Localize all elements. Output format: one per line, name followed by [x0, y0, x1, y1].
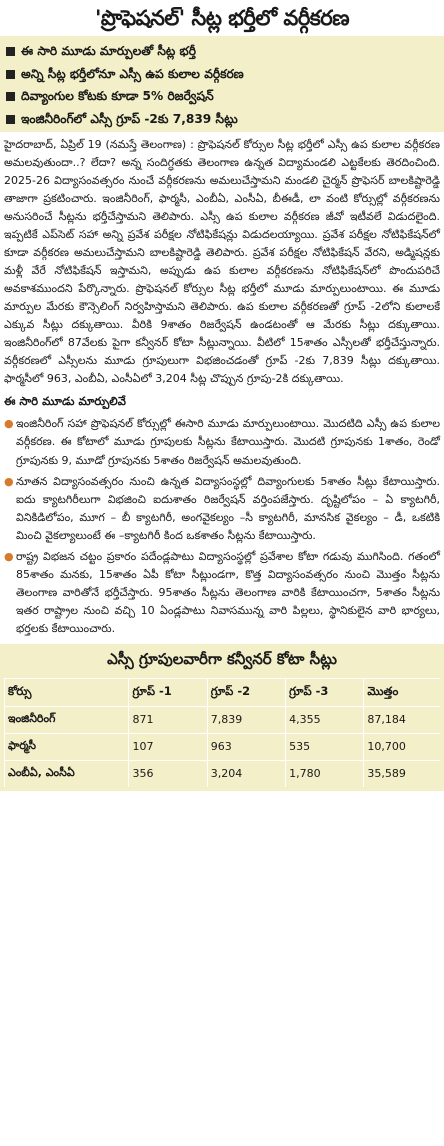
highlight-item: ఇంజినీరింగ్‌లో ఎస్సీ గ్రూప్ -2కు 7,839 సీట్లు — [4, 108, 440, 130]
table-row — [5, 706, 441, 733]
point-item: ● ఇంజినీరింగ్ సహా ప్రొఫెషనల్ కోర్సుల్లో ఈసారి మూడు మార్పులుంటాయి. మొదటిది ఎస్సీ ఉప కులాల వర్గీకరణ. ఈ కోటాలో మూడు గ్రూపులకు సీట్లను కేటాయిస్తారు. మొదటి గ్రూపునకు 1శాతం, రెండో గ్రూపునకు 9, మూడో గ్రూపునకు 5శాతం రిజర్వేషన్ అమలవుతుంది. — [0, 415, 444, 469]
seats-table — [4, 678, 440, 787]
col-header: గ్రూప్ -1 — [129, 678, 207, 706]
square-bullet-icon — [6, 47, 15, 56]
square-bullet-icon — [6, 92, 15, 101]
table-cell: 4,355 — [286, 706, 364, 733]
point-item: ● నూతన విద్యాసంవత్సరం నుంచి ఉన్నత విద్యాసంస్థల్లో దివ్యాంగులకు 5శాతం సీట్లు కేటాయిస్తారు. ఐదు క్యాటగిరీలుగా విభజించి ఐదుశాతం రిజర్వేషన్ వర్తింపజేస్తారు. దృష్టిలోపం – ఏ క్యాటగిరీ, వినికిడిలోపం, మూగ – బీ క్యాటగిరీ, అంగవైకల్యం –సీ క్యాటగిరీ, మానసిక వైకల్యం – డీ, ఒకటికి మించి వైకల్యాలుంటే ఈ –క్యాటగిరీ కింద ఒకశాతం సీట్లను కేటాయిస్తారు. — [0, 473, 444, 545]
table-row — [5, 760, 441, 787]
table-cell: ఇంజినీరింగ్ — [5, 706, 129, 733]
dot-bullet-icon: ● — [4, 417, 14, 431]
dot-bullet-icon: ● — [4, 549, 14, 563]
table-cell: 7,839 — [207, 706, 285, 733]
col-header: కోర్సు — [5, 678, 129, 706]
table-cell: 356 — [129, 760, 207, 787]
highlight-item: దివ్యాంగుల కోటకు కూడా 5% రిజర్వేషన్ — [4, 85, 440, 107]
table-cell: 3,204 — [207, 760, 285, 787]
table-cell: 963 — [207, 733, 285, 760]
table-cell: ఫార్మసీ — [5, 733, 129, 760]
seats-table-box — [0, 644, 444, 791]
table-cell: 107 — [129, 733, 207, 760]
col-header: మొత్తం — [364, 678, 440, 706]
article-body: హైదరాబాద్, ఏప్రిల్ 19 (నమస్తే తెలంగాణ) : ప్రొఫెషనల్ కోర్సుల సీట్ల భర్తీలో ఎస్సీ ఉప కులాల వర్గీకరణ అమలవుతుందా..? లేదా? అన్న సందిగ్ధతకు తెలంగాణ ఉన్నత విద్యామండలి ఎట్టకేలకు తెరదించింది. 2025-26 విద్యాసంవత్సరం నుంచే వర్గీకరణను అమలుచేస్తామని మండలి చైర్మన్ ప్రొఫెసర్ బాలకిష్టారెడ్డి తాజాగా ప్రకటించారు. ఇంజినీరింగ్, ఫార్మసీ, ఎంబీఏ, ఎంసీఏ, బీఈడీ, లా వంటి కోర్సుల్లో వర్గీకరణను అనుసరించే సీట్లను భర్తీచేస్తామని తెలిపారు. ఎస్సీ ఉప కులాల వర్గీకరణ జీవో ఇటీవలే విడుదలైంది. ఇప్పటికే ఎప్‌సెట్ సహా అన్ని ప్రవేశ పరీక్షల నోటిఫికేషన్లు విడుదలయ్యాయి. ప్రవేశ పరీక్షల నోటిఫికేషన్‌లో కూడా వర్గీకరణ అమలుచేస్తామని బాలకిష్టారెడ్డి తెలిపారు. ప్రవేశ పరీక్షల నోటిఫికేషన్ వేరని, అడ్మిషన్లకు మళ్లీ వేరే నోటిఫికేషన్ ఇస్తామని, అప్పుడు ఉప కులాల వర్గీకరణను నోటిఫికేషన్‌లో పొందుపరిచే అవకాశముందని పేర్కొన్నారు. ప్రొఫెషనల్ కోర్సుల సీట్ల భర్తీలో మూడు మార్పులుంటాయి. ఈ మూడు మార్పుల మేరకు కౌన్సెలింగ్ నిర్వహిస్తామని తెలిపారు. ఉప కులాల వర్గీకరణతో గ్రూప్ -2లోని కులాలకే ఎక్కువ సీట్లు దక్కుతాయి. వీరికి 9శాతం రిజర్వేషన్ ఉండటంతో ఆ మేరకు సీట్లు దక్కుతాయి. ఇంజినీరింగ్‌లో 87వేలకు పైగా కన్వీనర్ కోటా సీట్లున్నాయి. వీటిలో 15శాతం ఎస్సీలతో భర్తీచేస్తున్నారు. వర్గీకరణలో ఎస్సీలను మూడు గ్రూపులుగా విభజించడంతో గ్రూప్ -2కు 7,839 సీట్లు దక్కుతాయి. ఫార్మసీలో 963, ఎంబీఏ, ఎంసీఏలో 3,204 సీట్ల చొప్పున గ్రూపు-2కి దక్కుతాయి. — [4, 138, 440, 386]
col-header: గ్రూప్ -2 — [207, 678, 285, 706]
table-cell: 535 — [286, 733, 364, 760]
headline: 'ప్రొఫెషనల్' సీట్ల భర్తీలో వర్గీకరణ — [94, 6, 350, 30]
point-item: ● రాష్ట్ర విభజన చట్టం ప్రకారం పదేండ్లపాటు విద్యాసంస్థల్లో ప్రవేశాల కోటా గడువు ముగిసింది. గతంలో 85శాతం మనకు, 15శాతం ఏపీ కోటా సీట్లుండగా, కొత్త విద్యాసంవత్సరం నుంచి మొత్తం సీట్లను తెలంగాణ వారితోనే భర్తీచేస్తారు. 95శాతం సీట్లను తెలంగాణ వారికి కేటాయించగా, 5శాతం సీట్లను ఇతర రాష్ట్రాల నుంచి వచ్చి 10 ఏండ్లపాటు నివాసమున్న వారి పిల్లలు, స్థానికులైన వారి భార్యలు, భర్తలకు కేటాయించారు. — [0, 548, 444, 638]
square-bullet-icon — [6, 115, 15, 124]
table-cell: ఎంబీఏ, ఎంసీఏ — [5, 760, 129, 787]
table-cell: 871 — [129, 706, 207, 733]
subheading: ఈ సారి మూడు మార్పులివే — [4, 394, 126, 409]
dot-bullet-icon: ● — [4, 474, 14, 488]
table-cell: 35,589 — [364, 760, 440, 787]
table-cell: 87,184 — [364, 706, 440, 733]
square-bullet-icon — [6, 70, 15, 79]
highlight-item: ఈ సారి మూడు మార్పులతో సీట్ల భర్తీ — [4, 40, 440, 62]
table-row — [5, 733, 441, 760]
highlights-box — [0, 36, 444, 132]
table-cell: 10,700 — [364, 733, 440, 760]
table-header-row — [5, 678, 441, 706]
table-cell: 1,780 — [286, 760, 364, 787]
col-header: గ్రూప్ -3 — [286, 678, 364, 706]
highlight-item: అన్ని సీట్ల భర్తీలోనూ ఎస్సీ ఉప కులాల వర్గీకరణ — [4, 63, 440, 85]
table-title: ఎస్సీ గ్రూపులవారీగా కన్వీనర్ కోటా సీట్లు — [107, 649, 337, 668]
